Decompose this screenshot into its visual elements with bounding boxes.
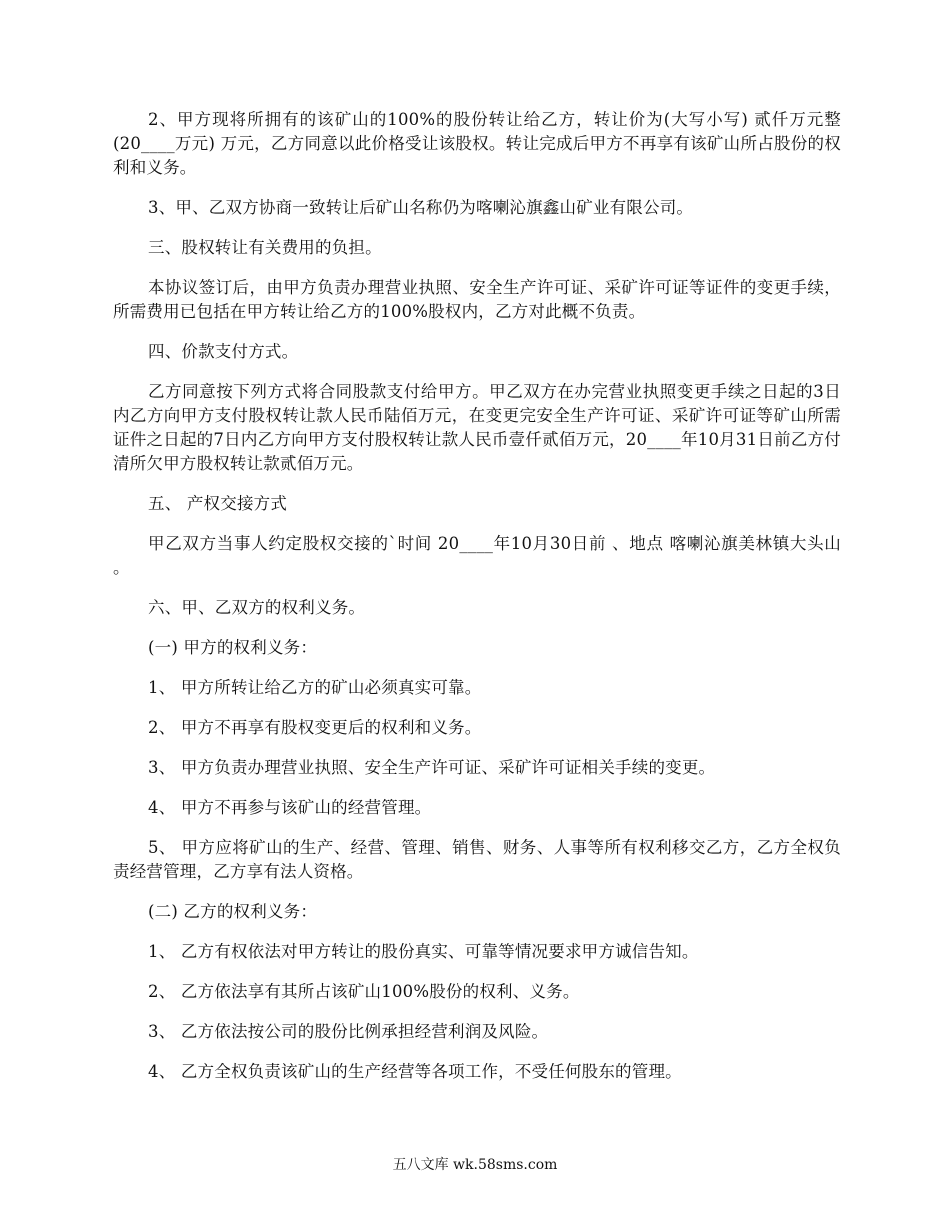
list-item: 2、 甲方不再享有股权变更后的权利和义务。 (148, 718, 482, 737)
document-body (113, 108, 841, 1100)
section-heading: 六、甲、乙双方的权利义务。 (148, 598, 366, 617)
list-item: 4、 甲方不再参与该矿山的经营管理。 (148, 798, 432, 817)
section-heading: 四、价款支付方式。 (148, 342, 299, 361)
subsection-heading: (一) 甲方的权利义务： (148, 638, 318, 657)
list-item: 4、 乙方全权负责该矿山的生产经营等各项工作，不受任何股东的管理。 (148, 1062, 682, 1081)
paragraph: 甲乙双方当事人约定股权交接的`时间 20____年10月30日前 、地点 喀喇沁旗美林镇大头山 。 (113, 534, 841, 577)
list-item: 1、 甲方所转让给乙方的矿山必须真实可靠。 (148, 678, 482, 697)
section-heading: 五、 产权交接方式 (148, 494, 288, 513)
list-item: 3、 乙方依法按公司的股份比例承担经营利润及风险。 (148, 1022, 549, 1041)
section-heading: 三、股权转让有关费用的负担。 (148, 238, 382, 257)
list-item: 1、 乙方有权依法对甲方转让的股份真实、可靠等情况要求甲方诚信告知。 (148, 942, 699, 961)
footer-watermark: 五八文库 wk.58sms.com (392, 1157, 558, 1173)
list-item: 3、 甲方负责办理营业执照、安全生产许可证、采矿许可证相关手续的变更。 (148, 758, 716, 777)
list-item: 2、 乙方依法享有其所占该矿山100%股份的权利、义务。 (148, 982, 580, 1001)
paragraph: 乙方同意按下列方式将合同股款支付给甲方。甲乙双方在办完营业执照变更手续之日起的3日内乙方向甲方支付股权转让款人民币陆佰万元，在变更完安全生产许可证、采矿许可证等矿山所需证件之日起的7日内乙方向甲方支付股权转让款人民币壹仟贰佰万元，20____年10月31日前乙方付清所欠甲方股权转让款贰佰万元。 (113, 382, 841, 473)
list-item: 5、 甲方应将矿山的生产、经营、管理、销售、财务、人事等所有权利移交乙方，乙方全权负责经营管理，乙方享有法人资格。 (113, 838, 841, 881)
paragraph: 3、甲、乙双方协商一致转让后矿山名称仍为喀喇沁旗鑫山矿业有限公司。 (148, 198, 694, 217)
paragraph: 本协议签订后，由甲方负责办理营业执照、安全生产许可证、采矿许可证等证件的变更手续，所需费用已包括在甲方转让给乙方的100%股权内，乙方对此概不负责。 (113, 278, 841, 321)
subsection-heading: (二) 乙方的权利义务： (148, 902, 318, 921)
paragraph: 2、甲方现将所拥有的该矿山的100%的股份转让给乙方，转让价为(大写小写) 贰仟万元整(20____万元) 万元，乙方同意以此价格受让该股权。转让完成后甲方不再享有该矿山所占股份的权利和义务。 (113, 110, 841, 177)
